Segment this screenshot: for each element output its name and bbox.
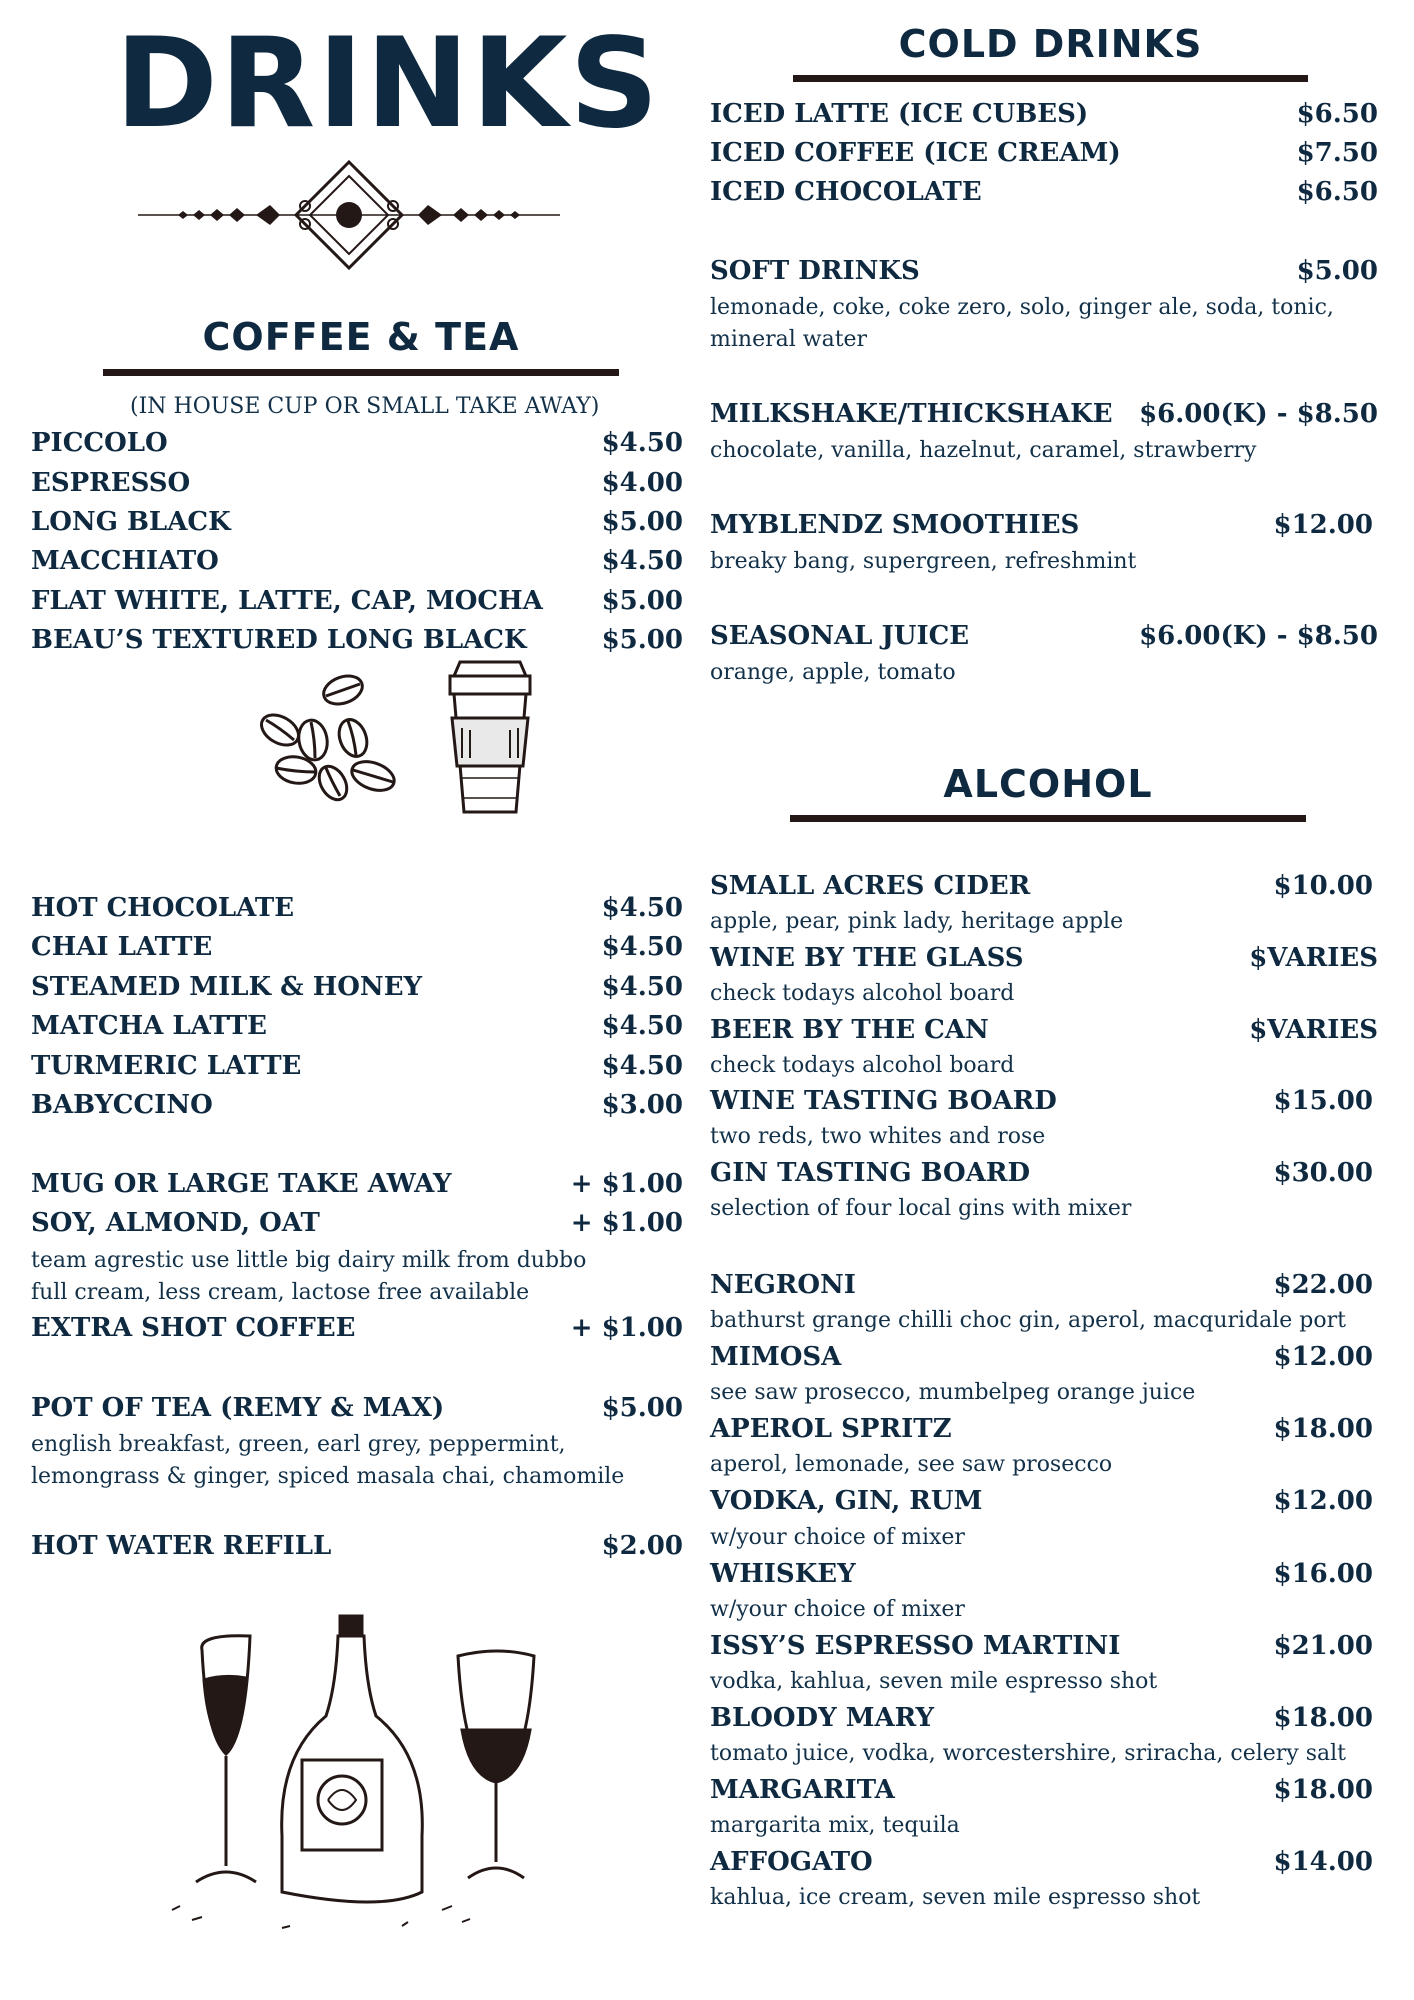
- item-description: w/your choice of mixer: [710, 1525, 965, 1550]
- menu-item: HOT CHOCOLATE $4.50: [31, 893, 683, 923]
- menu-item: TURMERIC LATTE $4.50: [31, 1051, 683, 1081]
- right-column: [710, 0, 1378, 2000]
- menu-item: ICED COFFEE (ICE CREAM) $7.50: [710, 138, 1378, 168]
- menu-item: MIMOSA $12.00: [710, 1342, 1373, 1372]
- menu-title: DRINKS: [115, 12, 661, 156]
- item-description: team agrestic use little big dairy milk from dubbo: [31, 1248, 587, 1273]
- item-description: see saw prosecco, mumbelpeg orange juice: [710, 1380, 1196, 1405]
- alcohol-rule: [790, 815, 1306, 822]
- menu-item: FLAT WHITE, LATTE, CAP, MOCHA $5.00: [31, 586, 683, 616]
- menu-item: CHAI LATTE $4.50: [31, 932, 683, 962]
- menu-item: ICED CHOCOLATE $6.50: [710, 177, 1378, 207]
- item-description: check todays alcohol board: [710, 1053, 1015, 1078]
- item-description: kahlua, ice cream, seven mile espresso shot: [710, 1885, 1201, 1910]
- item-description: english breakfast, green, earl grey, peppermint,: [31, 1432, 566, 1457]
- item-description: bathurst grange chilli choc gin, aperol, macquridale port: [710, 1308, 1346, 1333]
- item-description: tomato juice, vodka, worcestershire, sriracha, celery salt: [710, 1741, 1346, 1766]
- menu-item: PICCOLO $4.50: [31, 428, 683, 458]
- item-description: lemonade, coke, coke zero, solo, ginger ale, soda, tonic,: [710, 295, 1334, 320]
- item-description: check todays alcohol board: [710, 981, 1015, 1006]
- item-description: margarita mix, tequila: [710, 1813, 960, 1838]
- menu-item: SOFT DRINKS $5.00: [710, 256, 1378, 286]
- item-description: aperol, lemonade, see saw prosecco: [710, 1452, 1113, 1477]
- menu-item: SOY, ALMOND, OAT + $1.00: [31, 1208, 683, 1238]
- item-description: lemongrass & ginger, spiced masala chai, chamomile: [31, 1464, 625, 1489]
- menu-item: ICED LATTE (ICE CUBES) $6.50: [710, 99, 1378, 129]
- item-description: breaky bang, supergreen, refreshmint: [710, 549, 1137, 574]
- item-description: chocolate, vanilla, hazelnut, caramel, strawberry: [710, 438, 1257, 463]
- item-description: orange, apple, tomato: [710, 660, 956, 685]
- coffee-tea-note: (IN HOUSE CUP OR SMALL TAKE AWAY): [130, 394, 600, 419]
- menu-item: MYBLENDZ SMOOTHIES $12.00: [710, 510, 1373, 540]
- menu-item: BABYCCINO $3.00: [31, 1090, 683, 1120]
- wine-bottle-glasses-icon: [162, 1610, 552, 1950]
- takeaway-cup-icon: [440, 658, 540, 818]
- item-description: two reds, two whites and rose: [710, 1124, 1046, 1149]
- coffee-tea-heading: COFFEE & TEA: [202, 315, 520, 359]
- item-description: apple, pear, pink lady, heritage apple: [710, 909, 1124, 934]
- menu-item: BLOODY MARY $18.00: [710, 1703, 1373, 1733]
- menu-item: WHISKEY $16.00: [710, 1559, 1373, 1589]
- item-description: selection of four local gins with mixer: [710, 1196, 1132, 1221]
- menu-item: APEROL SPRITZ $18.00: [710, 1414, 1373, 1444]
- menu-item: SEASONAL JUICE $6.00(K) - $8.50: [710, 621, 1378, 651]
- item-description: mineral water: [710, 327, 868, 352]
- menu-item: ESPRESSO $4.00: [31, 468, 683, 498]
- menu-item: BEAU’S TEXTURED LONG BLACK $5.00: [31, 625, 683, 655]
- menu-item: VODKA, GIN, RUM $12.00: [710, 1486, 1373, 1516]
- coffee-beans-icon: [258, 668, 408, 808]
- menu-item: MILKSHAKE/THICKSHAKE $6.00(K) - $8.50: [710, 399, 1378, 429]
- menu-item: GIN TASTING BOARD $30.00: [710, 1158, 1373, 1188]
- menu-item: WINE BY THE GLASS $VARIES: [710, 943, 1378, 973]
- menu-item: BEER BY THE CAN $VARIES: [710, 1015, 1378, 1045]
- menu-item: HOT WATER REFILL $2.00: [31, 1531, 683, 1561]
- menu-item: MARGARITA $18.00: [710, 1775, 1373, 1805]
- menu-item: AFFOGATO $14.00: [710, 1847, 1373, 1877]
- menu-item: STEAMED MILK & HONEY $4.50: [31, 972, 683, 1002]
- menu-item: MUG OR LARGE TAKE AWAY + $1.00: [31, 1169, 683, 1199]
- menu-item: SMALL ACRES CIDER $10.00: [710, 871, 1373, 901]
- cold-drinks-heading: COLD DRINKS: [898, 22, 1203, 66]
- menu-item: ISSY’S ESPRESSO MARTINI $21.00: [710, 1631, 1373, 1661]
- menu-item: MACCHIATO $4.50: [31, 546, 683, 576]
- item-description: w/your choice of mixer: [710, 1597, 965, 1622]
- menu-item: MATCHA LATTE $4.50: [31, 1011, 683, 1041]
- item-description: vodka, kahlua, seven mile espresso shot: [710, 1669, 1158, 1694]
- menu-item: WINE TASTING BOARD $15.00: [710, 1086, 1373, 1116]
- menu-item: LONG BLACK $5.00: [31, 507, 683, 537]
- menu-item: NEGRONI $22.00: [710, 1270, 1373, 1300]
- menu-item: POT OF TEA (REMY & MAX) $5.00: [31, 1393, 683, 1423]
- item-description: full cream, less cream, lactose free available: [31, 1280, 530, 1305]
- menu-item: EXTRA SHOT COFFEE + $1.00: [31, 1313, 683, 1343]
- alcohol-heading: ALCOHOL: [943, 762, 1153, 806]
